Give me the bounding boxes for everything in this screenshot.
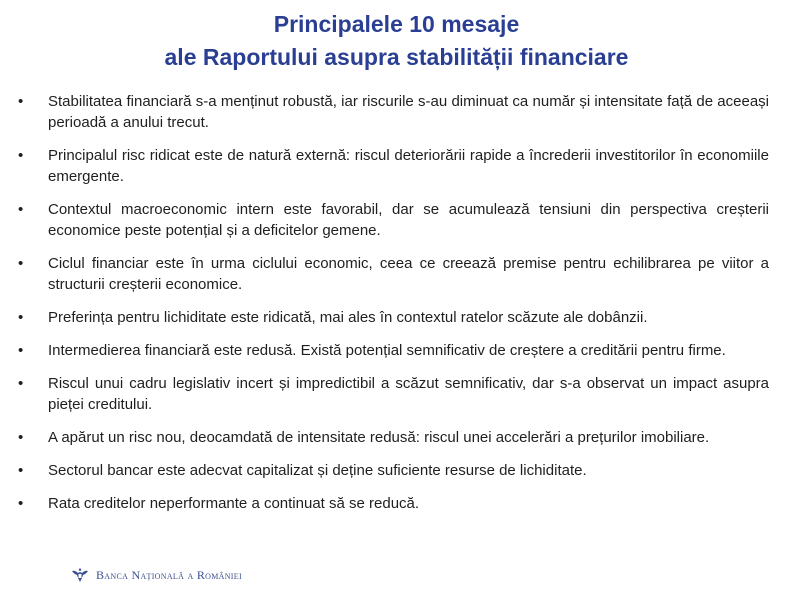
- list-item: [0, 460, 793, 481]
- footer: [70, 566, 242, 584]
- bullet-point: •: [18, 93, 24, 110]
- bullet-point: •: [18, 255, 24, 272]
- message-text: Rata creditelor neperformante a continuat să se reducă.: [48, 495, 420, 512]
- list-item: [0, 427, 793, 448]
- message-text: Preferința pentru lichiditate este ridicată, mai ales în contextul ratelor scăzute ale dobânzii.: [48, 309, 648, 326]
- list-item: [0, 145, 793, 187]
- message-text: Stabilitatea financiară s-a menținut robustă, iar riscurile s-au diminuat ca număr și intensitate față de aceeași perioadă a anului trecut.: [48, 93, 769, 131]
- message-text: Principalul risc ridicat este de natură externă: riscul deteriorării rapide a încrederii investitorilor în economiile emergente.: [48, 147, 769, 185]
- bullet-point: •: [18, 147, 24, 164]
- message-list: [0, 91, 793, 526]
- bullet-point: •: [18, 495, 24, 512]
- title-line-2: ale Raportului asupra stabilității financiare: [164, 44, 629, 70]
- message-text: A apărut un risc nou, deocamdată de intensitate redusă: riscul unei accelerări a prețurilor imobiliare.: [48, 429, 710, 446]
- message-text: Ciclul financiar este în urma ciclului economic, ceea ce creează premise pentru echilibrarea pe viitor a structurii creșterii economice.: [48, 255, 769, 293]
- message-text: Contextul macroeconomic intern este favorabil, dar se acumulează tensiuni din perspectiva creșterii economice peste potențial și a deficitelor gemene.: [48, 201, 769, 239]
- list-item: [0, 307, 793, 328]
- message-text: Riscul unui cadru legislativ incert și impredictibil a scăzut semnificativ, dar s-a observat un impact asupra pieței creditului.: [48, 375, 769, 413]
- bullet-point: •: [18, 201, 24, 218]
- list-item: [0, 340, 793, 361]
- list-item: [0, 199, 793, 241]
- bullet-point: •: [18, 342, 24, 359]
- slide-title: [0, 8, 793, 74]
- list-item: [0, 253, 793, 295]
- footer-brand: Banca Națională a României: [96, 567, 242, 582]
- list-item: [0, 91, 793, 133]
- title-line-1: Principalele 10 mesaje: [273, 11, 520, 37]
- bullet-point: •: [18, 309, 24, 326]
- bullet-point: •: [18, 462, 24, 479]
- list-item: [0, 493, 793, 514]
- message-text: Intermedierea financiară este redusă. Există potențial semnificativ de creștere a creditării pentru firme.: [48, 342, 726, 359]
- bnr-eagle-icon: [70, 566, 90, 584]
- message-text: Sectorul bancar este adecvat capitalizat și deține suficiente resurse de lichiditate.: [48, 462, 587, 479]
- bullet-point: •: [18, 429, 24, 446]
- list-item: [0, 373, 793, 415]
- bullet-point: •: [18, 375, 24, 392]
